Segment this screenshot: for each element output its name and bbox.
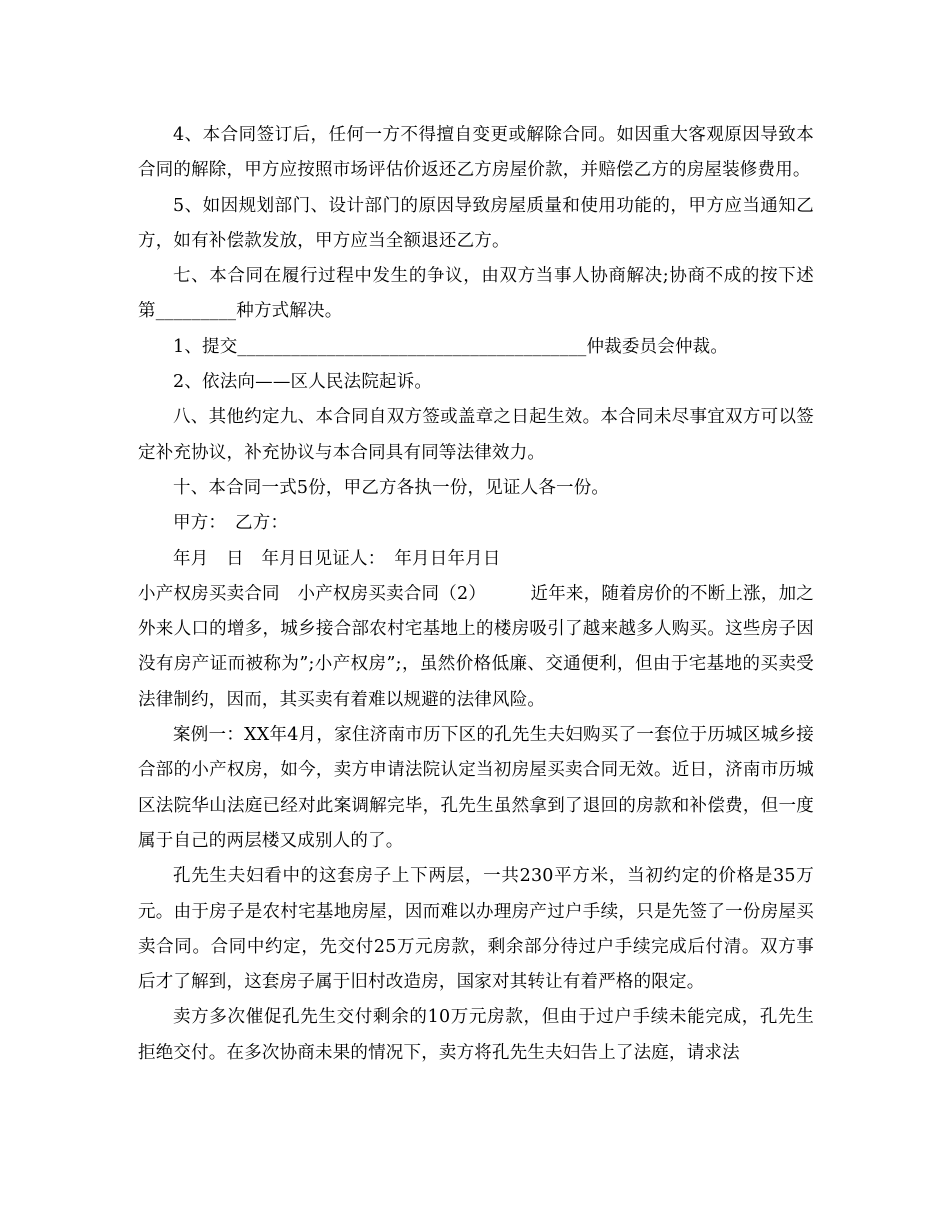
clause-8-9-paragraph: 八、其他约定九、本合同自双方签或盖章之日起生效。本合同未尽事宜双方可以签定补充协议，补充协议与本合同具有同等法律效力。: [138, 407, 814, 463]
lawsuit-option-paragraph: 2、依法向——区人民法院起诉。: [173, 372, 433, 393]
clause-7-dispute-paragraph: 七、本合同在履行过程中发生的争议，由双方当事人协商解决;协商不成的按下述第_________种方式解决。: [138, 266, 814, 322]
clause-10-paragraph: 十、本合同一式5份，甲乙方各执一份，见证人各一份。: [173, 477, 610, 498]
signature-parties-line: 甲方： 乙方：: [173, 513, 289, 534]
clause-4-paragraph: 4、本合同签订后，任何一方不得擅自变更或解除合同。如因重大客观原因导致本合同的解除，甲方应按照市场评估价返还乙方房屋价款，并赔偿乙方的房屋装修费用。: [138, 125, 814, 181]
article-intro-paragraph: 小产权房买卖合同 小产权房买卖合同（2） 近年来，随着房价的不断上涨，加之外来人口的增多，城乡接合部农村宅基地上的楼房吸引了越来越多人购买。这些房子因没有房产证而被称为”;小产权房”;，虽然价格低廉、交通便利，但由于宅基地的买卖受法律制约，因而，其买卖有着难以规避的法律风险。: [138, 583, 814, 710]
arbitration-option-paragraph: 1、提交_______________________________________仲裁委员会仲裁。: [173, 336, 729, 357]
case-one-paragraph: 案例一：XX年4月，家住济南市历下区的孔先生夫妇购买了一套位于历城区城乡接合部的小产权房，如今，卖方申请法院认定当初房屋买卖合同无效。近日，济南市历城区法院华山法庭已经对此案调解完毕，孔先生虽然拿到了退回的房款和补偿费，但一度属于自己的两层楼又成别人的了。: [138, 725, 814, 851]
signature-dates-line: 年月 日 年月日见证人： 年月日年月日: [173, 548, 501, 569]
document-page: [138, 118, 814, 1071]
clause-5-paragraph: 5、如因规划部门、设计部门的原因导致房屋质量和使用功能的，甲方应当通知乙方，如有补偿款发放，甲方应当全额退还乙方。: [138, 195, 814, 251]
house-details-paragraph: 孔先生夫妇看中的这套房子上下两层，一共230平方米，当初约定的价格是35万元。由于房子是农村宅基地房屋，因而难以办理房产过户手续，只是先签了一份房屋买卖合同。合同中约定，先交付25万元房款，剩余部分待过户手续完成后付清。双方事后才了解到，这套房子属于旧村改造房，国家对其转让有着严格的限定。: [138, 866, 814, 993]
dispute-details-paragraph: 卖方多次催促孔先生交付剩余的10万元房款，但由于过户手续未能完成，孔先生拒绝交付。在多次协商未果的情况下，卖方将孔先生夫妇告上了法庭，请求法: [138, 1007, 814, 1063]
